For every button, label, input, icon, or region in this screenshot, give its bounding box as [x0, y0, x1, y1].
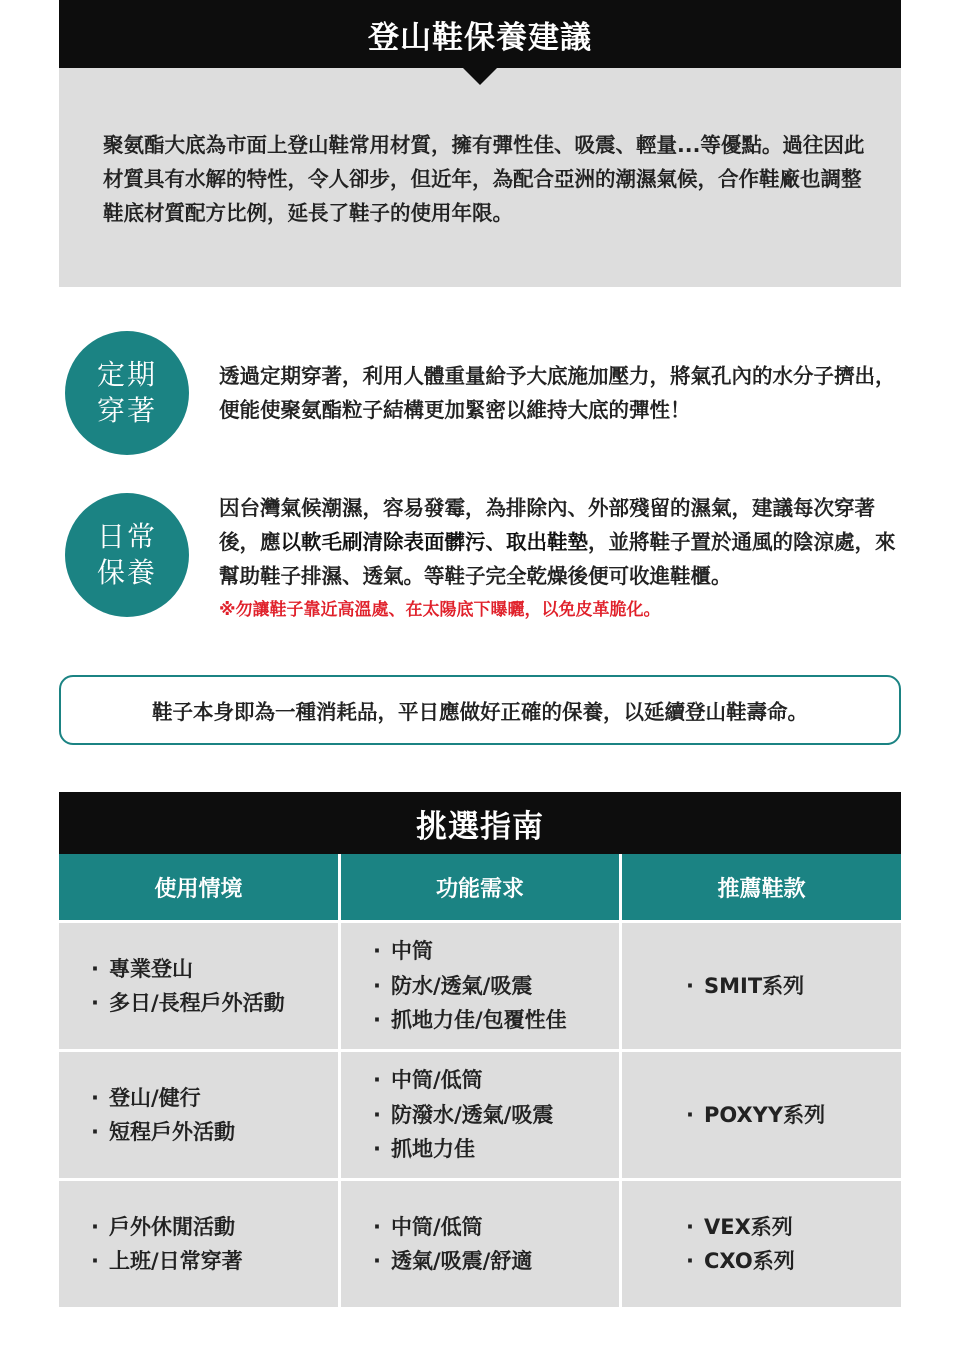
badge-line-1: 日常: [96, 520, 157, 553]
header-features: 功能需求: [341, 854, 619, 920]
list-item: · 戶外休閒活動: [91, 1210, 338, 1245]
list-item: · 防潑水/透氣/吸震: [373, 1098, 619, 1133]
daily-care-badge: [65, 493, 189, 617]
list-item: · 短程戶外活動: [91, 1115, 338, 1150]
list-item: · 抓地力佳/包覆性佳: [373, 1003, 619, 1038]
badge-line-1: 定期: [96, 358, 157, 391]
badge-line-2: 穿著: [96, 394, 157, 427]
daily-care-text-start: 因台灣氣候潮濕，容易發霉，為排除內、外部殘留的濕氣，建議每次穿著後，應: [219, 496, 875, 554]
daily-care-emphasis: 以軟毛刷清除表面髒污、取出鞋墊: [280, 530, 588, 554]
row2-models-cell: [622, 1052, 901, 1178]
regular-wear-text: 透過定期穿著，利用人體重量給予大底施加壓力，將氣孔內的水分子擠出，便能使聚氨酯粒子結構更加緊密以維持大底的彈性！: [219, 364, 896, 422]
header-usage: 使用情境: [59, 854, 338, 920]
row2-features-cell: [341, 1052, 619, 1178]
row1-models-cell: [622, 923, 901, 1049]
list-item: · 中筒: [373, 934, 619, 969]
row2-usage-cell: [59, 1052, 338, 1178]
header-models: 推薦鞋款: [622, 854, 901, 920]
list-item: · VEX系列: [686, 1210, 901, 1245]
care-title: 登山鞋保養建議: [59, 0, 901, 68]
list-item: · 中筒/低筒: [373, 1210, 619, 1245]
list-item: · 防水/透氣/吸震: [373, 969, 619, 1004]
list-item: · 中筒/低筒: [373, 1063, 619, 1098]
row1-usage-cell: [59, 923, 338, 1049]
row1-features-cell: [341, 923, 619, 1049]
list-item: · 上班/日常穿著: [91, 1244, 338, 1279]
intro-panel: [59, 68, 901, 287]
list-item: · 登山/健行: [91, 1081, 338, 1116]
regular-wear-badge: [65, 331, 189, 455]
warning-text: ※勿讓鞋子靠近高溫處、在太陽底下曝曬，以免皮革脆化。: [219, 600, 661, 620]
list-item: · 多日/長程戶外活動: [91, 986, 338, 1021]
guide-title: 挑選指南: [59, 792, 901, 854]
list-item: · 專業登山: [91, 952, 338, 987]
list-item: · POXYY系列: [686, 1098, 901, 1133]
row3-models-cell: [622, 1181, 901, 1307]
list-item: · CXO系列: [686, 1244, 901, 1279]
lifespan-note: 鞋子本身即為一種消耗品，平日應做好正確的保養，以延續登山鞋壽命。: [59, 675, 901, 745]
daily-care-text: [219, 491, 909, 593]
list-item: · SMIT系列: [686, 969, 901, 1004]
selection-guide-table: [59, 854, 901, 1307]
row3-features-cell: [341, 1181, 619, 1307]
row3-usage-cell: [59, 1181, 338, 1307]
intro-text: 聚氨酯大底為市面上登山鞋常用材質，擁有彈性佳、吸震、輕量...等優點。過往因此材質具有水解的特性，令人卻步，但近年，為配合亞洲的潮濕氣候，合作鞋廠也調整鞋底材質配方比例，延長了鞋子的使用年限。: [103, 133, 865, 225]
daily-care-text-end: ，並將鞋子置於通風的陰涼處，來幫助鞋子排濕、透氣。等鞋子完全乾燥後便可收進鞋櫃。: [219, 530, 896, 588]
list-item: · 透氣/吸震/舒適: [373, 1244, 619, 1279]
list-item: · 抓地力佳: [373, 1132, 619, 1167]
title-pointer-arrow: [462, 67, 498, 85]
badge-line-2: 保養: [96, 556, 157, 589]
